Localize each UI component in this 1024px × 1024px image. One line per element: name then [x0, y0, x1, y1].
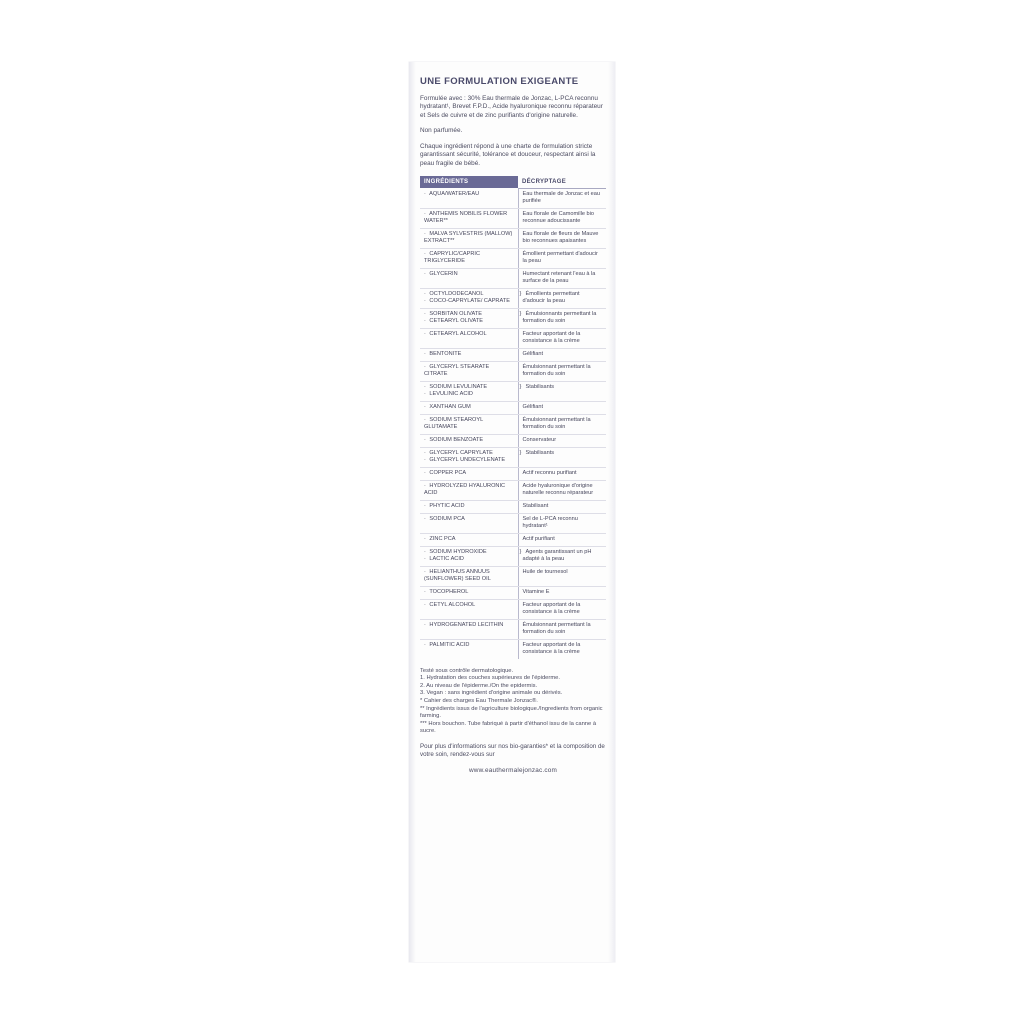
decryptage-cell [518, 533, 606, 546]
decryptage-text: Émollients permettant d'adoucir la peau [522, 291, 580, 305]
product-packaging-panel [409, 62, 615, 962]
decryptage-text: Facteur apportant de la consistance à la crème [522, 331, 581, 345]
table-row [420, 228, 606, 248]
footnote-line: * Cahier des charges Eau Thermale Jonzac®. [420, 698, 538, 705]
decryptage-cell [518, 248, 606, 268]
decryptage-text: Acide hyaluronique d'origine naturelle reconnu réparateur [522, 483, 594, 497]
decryptage-text: Sel de L-PCA reconnu hydratant¹ [522, 516, 578, 530]
ingredient-name: · HYDROLYZED HYALURONIC ACID [424, 483, 506, 497]
bullet-icon: · [424, 642, 426, 649]
footnote-line: 1. Hydratation des couches supérieures de l'épiderme. [420, 675, 560, 682]
brace-icon: } [519, 311, 522, 318]
table-row [420, 268, 606, 288]
bullet-icon: · [424, 311, 426, 318]
decryptage-cell [518, 328, 606, 348]
decryptage-cell [518, 414, 606, 434]
ingredient-name: · SODIUM STEAROYL GLUTAMATE [424, 417, 483, 431]
bullet-icon: · [424, 470, 426, 477]
bullet-icon: · [424, 536, 426, 543]
decryptage-text: Humectant retenant l'eau à la surface de la peau [522, 271, 596, 285]
column-header-ingredients: INGRÉDIENTS [420, 176, 518, 189]
decryptage-text: Eau thermale de Jonzac et eau purifiée [522, 191, 600, 205]
bullet-icon: · [424, 569, 426, 576]
decryptage-cell [518, 447, 606, 467]
table-row [420, 566, 606, 586]
ingredient-name: · PALMITIC ACID [424, 642, 470, 649]
ingredient-cell [420, 546, 518, 566]
ingredient-cell [420, 586, 518, 599]
ingredient-cell [420, 480, 518, 500]
ingredient-name: · XANTHAN GUM [424, 404, 471, 411]
ingredient-cell [420, 639, 518, 659]
decryptage-cell [518, 586, 606, 599]
bullet-icon: · [424, 556, 426, 563]
decryptage-cell [518, 619, 606, 639]
decryptage-cell [518, 480, 606, 500]
footnote-line: ** Ingrédients issus de l'agriculture biologique./Ingredients from organic farming. [420, 705, 603, 720]
decryptage-cell [518, 500, 606, 513]
ingredient-name: · CETEARYL ALCOHOL [424, 331, 487, 338]
footnotes-block [420, 668, 606, 736]
ingredient-name: · SODIUM LEVULINATE [424, 384, 488, 391]
ingredient-cell [420, 188, 518, 208]
ingredient-cell [420, 361, 518, 381]
decryptage-cell [518, 308, 606, 328]
decryptage-cell [518, 348, 606, 361]
decryptage-text: Eau florale de fleurs de Mauve bio reconnues apaisantes [522, 231, 599, 245]
decryptage-text: Émollient permettant d'adoucir la peau [522, 251, 598, 265]
ingredient-name: · GLYCERYL CAPRYLATE [424, 450, 493, 457]
table-row [420, 447, 606, 467]
ingredients-table [420, 176, 606, 659]
decryptage-text: Facteur apportant de la consistance à la crème [522, 602, 581, 616]
decryptage-text: Eau florale de Camomille bio reconnue adoucissante [522, 211, 595, 225]
ingredient-cell [420, 401, 518, 414]
ingredient-name: · GLYCERYL STEARATE CITRATE [424, 364, 490, 378]
table-row [420, 208, 606, 228]
table-row [420, 414, 606, 434]
bullet-icon: · [424, 391, 426, 398]
table-row [420, 619, 606, 639]
bullet-icon: · [424, 483, 426, 490]
decryptage-cell [518, 434, 606, 447]
bullet-icon: · [424, 364, 426, 371]
column-header-decryptage: DÉCRYPTAGE [518, 176, 606, 189]
decryptage-cell [518, 188, 606, 208]
decryptage-cell [518, 401, 606, 414]
decryptage-text: Vitamine E [522, 589, 550, 596]
ingredient-cell [420, 308, 518, 328]
table-row [420, 361, 606, 381]
ingredient-name: · OCTYLDODECANOL [424, 291, 484, 298]
ingredient-name: · GLYCERIN [424, 271, 458, 278]
bullet-icon: · [424, 271, 426, 278]
ingredient-name: · AQUA/WATER/EAU [424, 190, 480, 197]
decryptage-cell [518, 639, 606, 659]
brace-icon: } [519, 450, 522, 457]
ingredient-cell [420, 348, 518, 361]
table-row [420, 586, 606, 599]
decryptage-text: Actif purifiant [522, 536, 555, 543]
decryptage-cell [518, 361, 606, 381]
bullet-icon: · [424, 622, 426, 629]
bullet-icon: · [424, 190, 426, 197]
ingredient-cell [420, 434, 518, 447]
bullet-icon: · [424, 450, 426, 457]
ingredient-name: · MALVA SYLVESTRIS (MALLOW) EXTRACT** [424, 231, 513, 245]
decryptage-text: Émulsionnant permettant la formation du soin [522, 417, 591, 431]
ingredient-name: · SODIUM BENZOATE [424, 437, 484, 444]
decryptage-text: Facteur apportant de la consistance à la crème [522, 642, 581, 656]
table-row [420, 513, 606, 533]
decryptage-text: Stabilisants [525, 384, 555, 391]
table-row [420, 500, 606, 513]
table-row [420, 546, 606, 566]
table-row [420, 308, 606, 328]
ingredient-name: · HELIANTHUS ANNUUS (SUNFLOWER) SEED OIL [424, 569, 491, 583]
bullet-icon: · [424, 404, 426, 411]
decryptage-text: Gélifiant [522, 404, 544, 411]
decryptage-cell [518, 467, 606, 480]
table-row [420, 480, 606, 500]
ingredient-cell [420, 447, 518, 467]
bullet-icon: · [424, 384, 426, 391]
decryptage-text: Émulsionnant permettant la formation du soin [522, 622, 591, 636]
decryptage-cell [518, 599, 606, 619]
bullet-icon: · [424, 298, 426, 305]
ingredient-cell [420, 288, 518, 308]
decryptage-cell [518, 513, 606, 533]
footnote-line: *** Hors bouchon. Tube fabriqué à partir d'éthanol issu de la canne à sucre. [420, 720, 597, 735]
ingredient-name: · COCO-CAPRYLATE/ CAPRATE [424, 298, 510, 305]
decryptage-text: Émulsionnant permettant la formation du soin [522, 364, 591, 378]
decryptage-text: Huile de tournesol [522, 569, 568, 576]
ingredient-cell [420, 268, 518, 288]
footnote-line: 3. Vegan : sans ingrédient d'origine animale ou dérivés. [420, 690, 563, 697]
bullet-icon: · [424, 549, 426, 556]
decryptage-text: Conservateur [522, 437, 557, 444]
decryptage-cell [518, 208, 606, 228]
ingredient-name: · GLYCERYL UNDECYLENATE [424, 457, 506, 464]
table-row [420, 533, 606, 546]
ingredient-cell [420, 500, 518, 513]
decryptage-text: Actif reconnu purifiant [522, 470, 577, 477]
bullet-icon: · [424, 602, 426, 609]
closing-paragraph: Pour plus d'informations sur nos bio-garanties* et la composition de votre soin, rendez-vous sur [420, 743, 605, 759]
ingredient-cell [420, 328, 518, 348]
footnote-line: Testé sous contrôle dermatologique. [420, 667, 514, 674]
ingredient-cell [420, 414, 518, 434]
bullet-icon: · [424, 589, 426, 596]
bullet-icon: · [424, 291, 426, 298]
packaging-content [420, 76, 606, 774]
ingredient-cell [420, 566, 518, 586]
ingredient-name: · SORBITAN OLIVATE [424, 311, 482, 318]
intro-paragraph-1: Formulée avec : 30% Eau thermale de Jonzac, L-PCA reconnu hydratant¹, Brevet F.P.D., Acide hyaluronique reconnu réparateur et Sels de cuivre et de zinc purifiants d'origine naturelle. [420, 94, 603, 119]
ingredient-name: · LEVULINIC ACID [424, 391, 473, 398]
decryptage-cell [518, 228, 606, 248]
ingredient-cell [420, 533, 518, 546]
ingredient-cell [420, 208, 518, 228]
decryptage-text: Agents garantissant un pH adapté à la peau [522, 549, 592, 563]
ingredient-cell [420, 513, 518, 533]
table-header-row [420, 176, 606, 189]
decryptage-cell [518, 381, 606, 401]
ingredient-name: · COPPER PCA [424, 470, 467, 477]
ingredient-name: · SODIUM HYDROXIDE [424, 549, 487, 556]
decryptage-cell [518, 268, 606, 288]
ingredient-name: · CETYL ALCOHOL [424, 602, 476, 609]
decryptage-text: Émulsionnants permettant la formation du soin [522, 311, 597, 325]
bullet-icon: · [424, 331, 426, 338]
bullet-icon: · [424, 437, 426, 444]
bullet-icon: · [424, 351, 426, 358]
table-row [420, 401, 606, 414]
ingredient-cell [420, 599, 518, 619]
ingredient-name: · CAPRYLIC/CAPRIC TRIGLYCERIDE [424, 251, 480, 265]
brace-icon: } [519, 549, 522, 556]
table-row [420, 434, 606, 447]
ingredient-name: · LACTIC ACID [424, 556, 464, 563]
ingredient-name: · HYDROGENATED LECITHIN [424, 622, 504, 629]
ingredient-cell [420, 248, 518, 268]
bullet-icon: · [424, 211, 426, 218]
ingredient-cell [420, 467, 518, 480]
ingredient-cell [420, 228, 518, 248]
intro-paragraph-3: Chaque ingrédient répond à une charte de formulation stricte garantissant sécurité, tolérance et douceur, respectant ainsi la peau fragile de bébé. [420, 142, 596, 168]
bullet-icon: · [424, 503, 426, 510]
table-row [420, 328, 606, 348]
table-row [420, 248, 606, 268]
table-row [420, 639, 606, 659]
table-row [420, 381, 606, 401]
ingredient-name: · TOCOPHEROL [424, 589, 469, 596]
decryptage-text: Stabilisant [522, 503, 549, 510]
brace-icon: } [519, 291, 522, 298]
intro-paragraph-2: Non parfumée. [420, 127, 463, 135]
footnote-line: 2. Au niveau de l'épiderme./On the epidermis. [420, 682, 538, 689]
ingredient-cell [420, 619, 518, 639]
decryptage-text: Stabilisants [525, 450, 555, 457]
ingredient-name: · ANTHEMIS NOBILIS FLOWER WATER** [424, 211, 508, 225]
decryptage-cell [518, 288, 606, 308]
ingredient-name: · ZINC PCA [424, 536, 456, 543]
bullet-icon: · [424, 417, 426, 424]
ingredient-name: · BENTONITE [424, 351, 462, 358]
decryptage-text: Gélifiant [522, 351, 544, 358]
bullet-icon: · [424, 251, 426, 258]
page-title: UNE FORMULATION EXIGEANTE [420, 76, 579, 87]
table-row [420, 188, 606, 208]
bullet-icon: · [424, 457, 426, 464]
brace-icon: } [519, 384, 522, 391]
table-row [420, 348, 606, 361]
bullet-icon: · [424, 318, 426, 325]
ingredient-name: · PHYTIC ACID [424, 503, 465, 510]
ingredient-cell [420, 381, 518, 401]
website-url[interactable]: www.eauthermalejonzac.com [468, 767, 558, 775]
decryptage-cell [518, 546, 606, 566]
table-row [420, 288, 606, 308]
bullet-icon: · [424, 516, 426, 523]
decryptage-cell [518, 566, 606, 586]
ingredient-name: · SODIUM PCA [424, 516, 465, 523]
table-row [420, 467, 606, 480]
ingredient-name: · CETEARYL OLIVATE [424, 318, 484, 325]
bullet-icon: · [424, 231, 426, 238]
table-row [420, 599, 606, 619]
